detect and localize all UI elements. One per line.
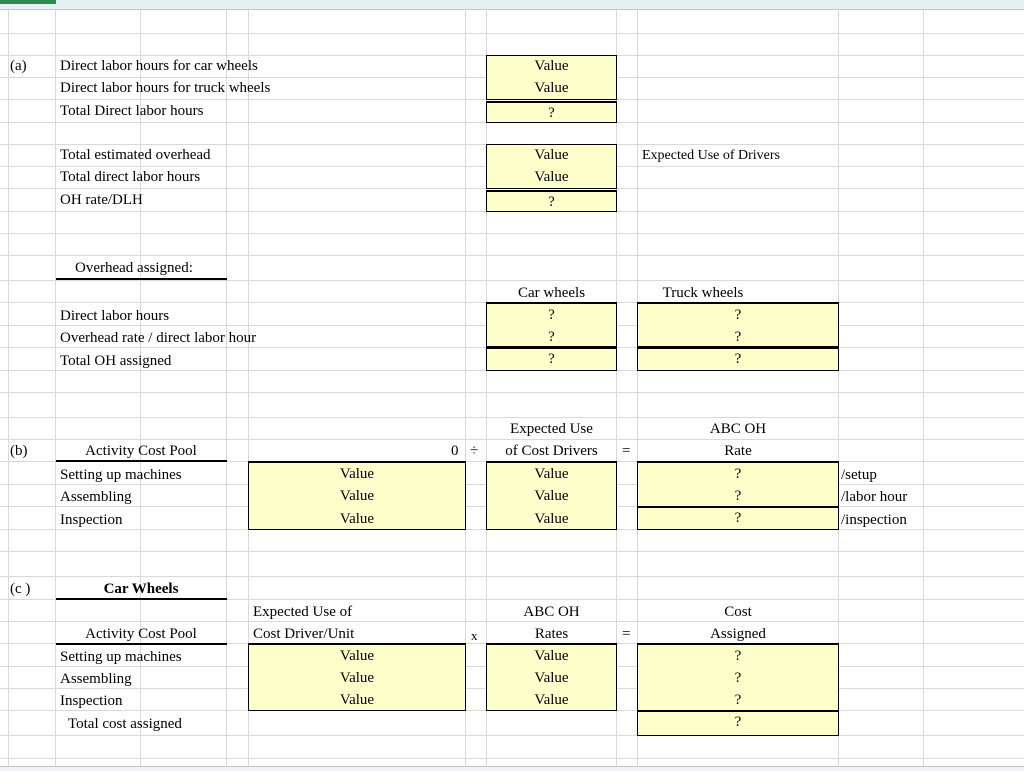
answer-cell[interactable]: ? <box>486 347 617 371</box>
row-label: Direct labor hours for truck wheels <box>60 80 271 96</box>
answer-cell[interactable]: ? <box>486 101 617 123</box>
header-abc-oh: ABC OH <box>523 604 580 620</box>
underline <box>56 598 227 600</box>
car-wheels-title: Car Wheels <box>103 581 179 597</box>
header-cost-driver-unit: Cost Driver/Unit <box>253 626 355 642</box>
underline <box>56 460 227 462</box>
column-header-car: Car wheels <box>517 285 586 301</box>
underline <box>56 278 227 280</box>
input-cell[interactable]: Value <box>339 670 375 686</box>
answer-cell[interactable]: ? <box>734 670 742 686</box>
row-label: Setting up machines <box>60 649 182 665</box>
answer-cell[interactable]: ? <box>548 307 555 323</box>
input-cell[interactable]: Value <box>534 58 569 74</box>
header-cost: Cost <box>724 604 752 620</box>
column-header-truck: Truck wheels <box>662 285 744 301</box>
equals-sign: = <box>622 443 631 459</box>
part-a-label: (a) <box>10 58 27 74</box>
row-label: Assembling <box>60 671 132 687</box>
answer-cell[interactable]: ? <box>734 329 742 345</box>
input-cell[interactable]: Value <box>534 511 569 527</box>
answer-cell[interactable]: ? <box>734 307 742 323</box>
row-label: Total estimated overhead <box>60 147 211 163</box>
input-cell[interactable]: Value <box>534 670 569 686</box>
column-header-strip <box>0 0 1024 10</box>
header-rates: Rates <box>534 626 569 642</box>
underline <box>56 643 227 645</box>
total-label: Total cost assigned <box>68 716 182 732</box>
input-cell[interactable]: Value <box>534 648 569 664</box>
equals-sign: = <box>622 626 631 642</box>
input-cell[interactable]: Value <box>534 169 569 185</box>
answer-cell[interactable]: ? <box>734 466 742 482</box>
row-label: Inspection <box>60 512 123 528</box>
expected-use-note: Expected Use of Drivers <box>642 148 781 163</box>
unit-label: /inspection <box>841 512 907 528</box>
input-cell[interactable]: Value <box>339 511 375 527</box>
answer-cell[interactable]: ? <box>734 692 742 708</box>
header-rate: Rate <box>724 443 752 459</box>
row-label: OH rate/DLH <box>60 192 143 208</box>
row-label: Overhead rate / direct labor hour <box>60 330 257 346</box>
part-c-label: (c ) <box>10 581 31 597</box>
row-label: Setting up machines <box>60 467 182 483</box>
header-assigned: Assigned <box>710 626 766 642</box>
answer-cell[interactable]: ? <box>486 190 617 212</box>
header-cost-drivers: of Cost Drivers <box>505 443 598 459</box>
row-label: Inspection <box>60 693 123 709</box>
header-activity-cost-pool: Activity Cost Pool <box>85 443 197 459</box>
row-label: Direct labor hours for car wheels <box>60 58 258 74</box>
divide-sign: ÷ <box>470 443 479 459</box>
row-label: Total Direct labor hours <box>60 103 204 119</box>
answer-cell[interactable]: ? <box>637 506 839 530</box>
header-expected-use-of: Expected Use of <box>253 604 353 620</box>
row-label: Total OH assigned <box>60 353 172 369</box>
row-label: Total direct labor hours <box>60 169 201 185</box>
row-label: Direct labor hours <box>60 308 170 324</box>
answer-cell[interactable]: ? <box>734 488 742 504</box>
unit-label: /labor hour <box>841 489 908 505</box>
overhead-assigned-title: Overhead assigned: <box>75 260 193 276</box>
input-cell[interactable]: Value <box>339 488 375 504</box>
total-answer-cell[interactable]: ? <box>637 710 839 736</box>
times-sign: x <box>471 628 478 643</box>
row-label: Assembling <box>60 489 132 505</box>
header-abc-oh: ABC OH <box>709 421 767 437</box>
input-cell[interactable]: Value <box>534 466 569 482</box>
answer-cell[interactable]: ? <box>548 329 555 345</box>
answer-cell[interactable]: ? <box>734 648 742 664</box>
unit-label: /setup <box>841 467 877 483</box>
zero-value: 0 <box>451 443 459 459</box>
header-activity-cost-pool: Activity Cost Pool <box>85 626 197 642</box>
input-cell[interactable]: Value <box>339 648 375 664</box>
selected-column-indicator <box>0 0 56 4</box>
input-cell[interactable]: Value <box>339 692 375 708</box>
answer-cell[interactable]: ? <box>637 347 839 371</box>
part-b-label: (b) <box>10 443 28 459</box>
sheet-bottom-edge <box>0 766 1024 771</box>
header-expected-use: Expected Use <box>510 421 593 437</box>
input-cell[interactable]: Value <box>534 692 569 708</box>
input-cell[interactable]: Value <box>534 80 569 96</box>
input-cell[interactable]: Value <box>339 466 375 482</box>
input-cell[interactable]: Value <box>534 147 569 163</box>
input-cell[interactable]: Value <box>534 488 569 504</box>
